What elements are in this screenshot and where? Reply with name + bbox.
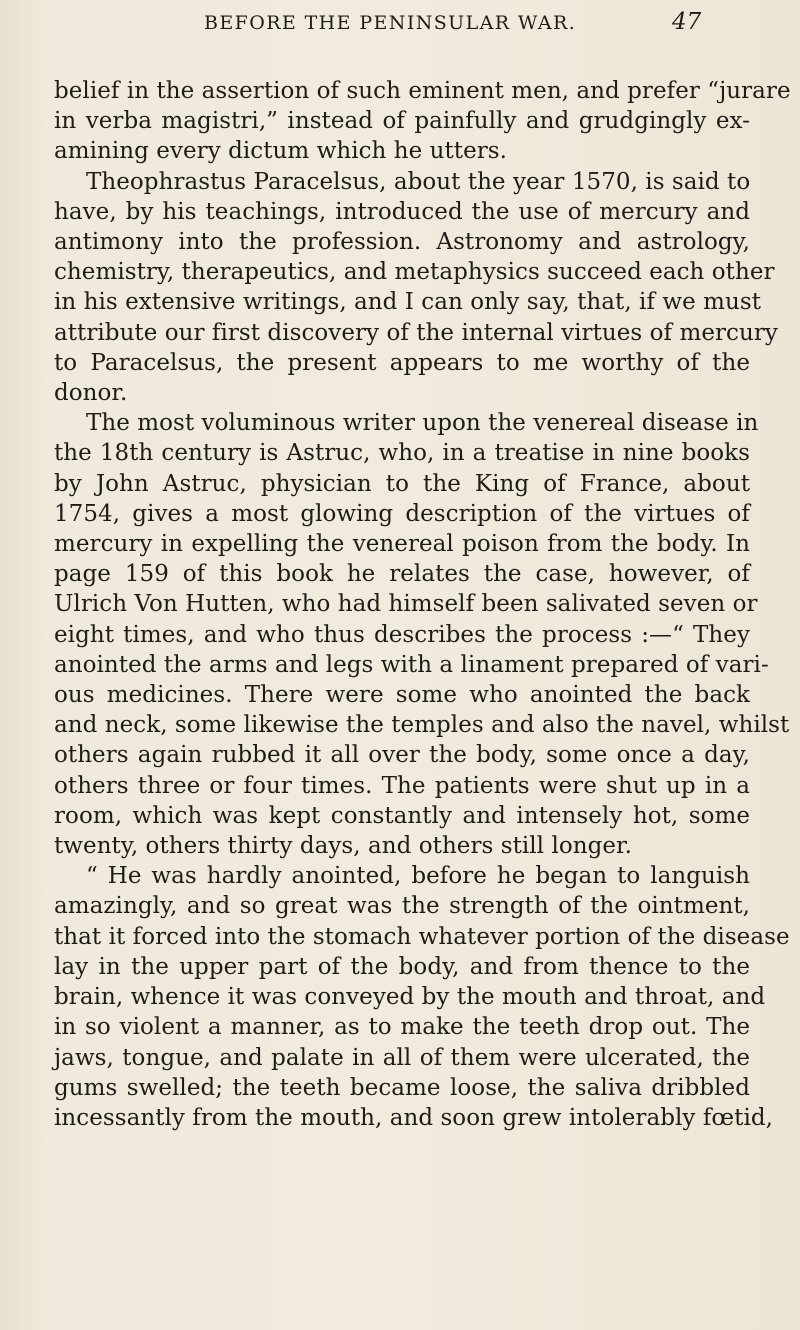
text-line: page 159 of this book he relates the case, however, of bbox=[54, 561, 750, 588]
text-line: to Paracelsus, the present appears to me worthy of the bbox=[54, 349, 750, 376]
text-line: lay in the upper part of the body, and from thence to the bbox=[54, 953, 750, 980]
text-line: in so violent a manner, as to make the teeth drop out. The bbox=[54, 1014, 750, 1041]
text-line: belief in the assertion of such eminent men, and prefer “jurare bbox=[54, 78, 791, 104]
text-line: donor. bbox=[54, 380, 128, 407]
text-line: “ He was hardly anointed, before he began to languish bbox=[86, 863, 750, 890]
text-line: incessantly from the mouth, and soon grew intolerably fœtid, bbox=[54, 1104, 774, 1131]
page-header bbox=[0, 6, 800, 46]
text-line: twenty, others thirty days, and others still longer. bbox=[54, 833, 632, 860]
text-line: and neck, some likewise the temples and also the navel, whilst bbox=[54, 712, 790, 739]
text-line: the 18th century is Astruc, who, in a treatise in nine books bbox=[54, 440, 750, 467]
page-number: 47 bbox=[672, 9, 702, 35]
text-line: in verba magistri,” instead of painfully and grudgingly ex- bbox=[54, 108, 750, 135]
text-line: amazingly, and so great was the strength of the ointment, bbox=[54, 893, 750, 920]
text-line: others again rubbed it all over the body, some once a day, bbox=[54, 742, 750, 769]
text-line: that it forced into the stomach whatever portion of the disease bbox=[54, 923, 790, 950]
text-line: 1754, gives a most glowing description of the virtues of bbox=[54, 500, 750, 527]
text-line: attribute our first discovery of the internal virtues of mercury bbox=[54, 319, 778, 346]
body-text bbox=[54, 76, 791, 1133]
running-head: BEFORE THE PENINSULAR WAR. bbox=[204, 12, 577, 34]
text-line: mercury in expelling the venereal poison from the body. In bbox=[54, 531, 750, 558]
text-line: room, which was kept constantly and intensely hot, some bbox=[54, 802, 750, 829]
text-line: anointed the arms and legs with a linament prepared of vari- bbox=[54, 651, 769, 678]
text-line: have, by his teachings, introduced the use of mercury and bbox=[54, 198, 750, 225]
paragraph bbox=[54, 861, 790, 1133]
text-line: amining every dictum which he utters. bbox=[54, 138, 508, 165]
text-line: in his extensive writings, and I can only say, that, if we must bbox=[54, 289, 761, 316]
text-line: gums swelled; the teeth became loose, the saliva dribbled bbox=[54, 1074, 750, 1101]
text-line: jaws, tongue, and palate in all of them were ulcerated, the bbox=[54, 1044, 750, 1071]
paragraph bbox=[54, 408, 790, 861]
text-line: eight times, and who thus describes the process :—“ They bbox=[54, 621, 750, 648]
paragraph bbox=[54, 76, 791, 167]
text-line: Theophrastus Paracelsus, about the year 1570, is said to bbox=[86, 168, 751, 195]
text-line: brain, whence it was conveyed by the mouth and throat, and bbox=[54, 984, 766, 1011]
text-line: antimony into the profession. Astronomy and astrology, bbox=[54, 229, 750, 256]
text-line: by John Astruc, physician to the King of France, about bbox=[54, 470, 750, 497]
text-line: The most voluminous writer upon the venereal disease in bbox=[86, 410, 759, 437]
text-line: Ulrich Von Hutten, who had himself been salivated seven or bbox=[54, 591, 758, 618]
text-line: chemistry, therapeutics, and metaphysics succeed each other bbox=[54, 259, 775, 286]
text-line: ous medicines. There were some who anointed the back bbox=[54, 682, 750, 709]
text-line: others three or four times. The patients were shut up in a bbox=[54, 772, 750, 799]
paragraph bbox=[54, 167, 778, 409]
